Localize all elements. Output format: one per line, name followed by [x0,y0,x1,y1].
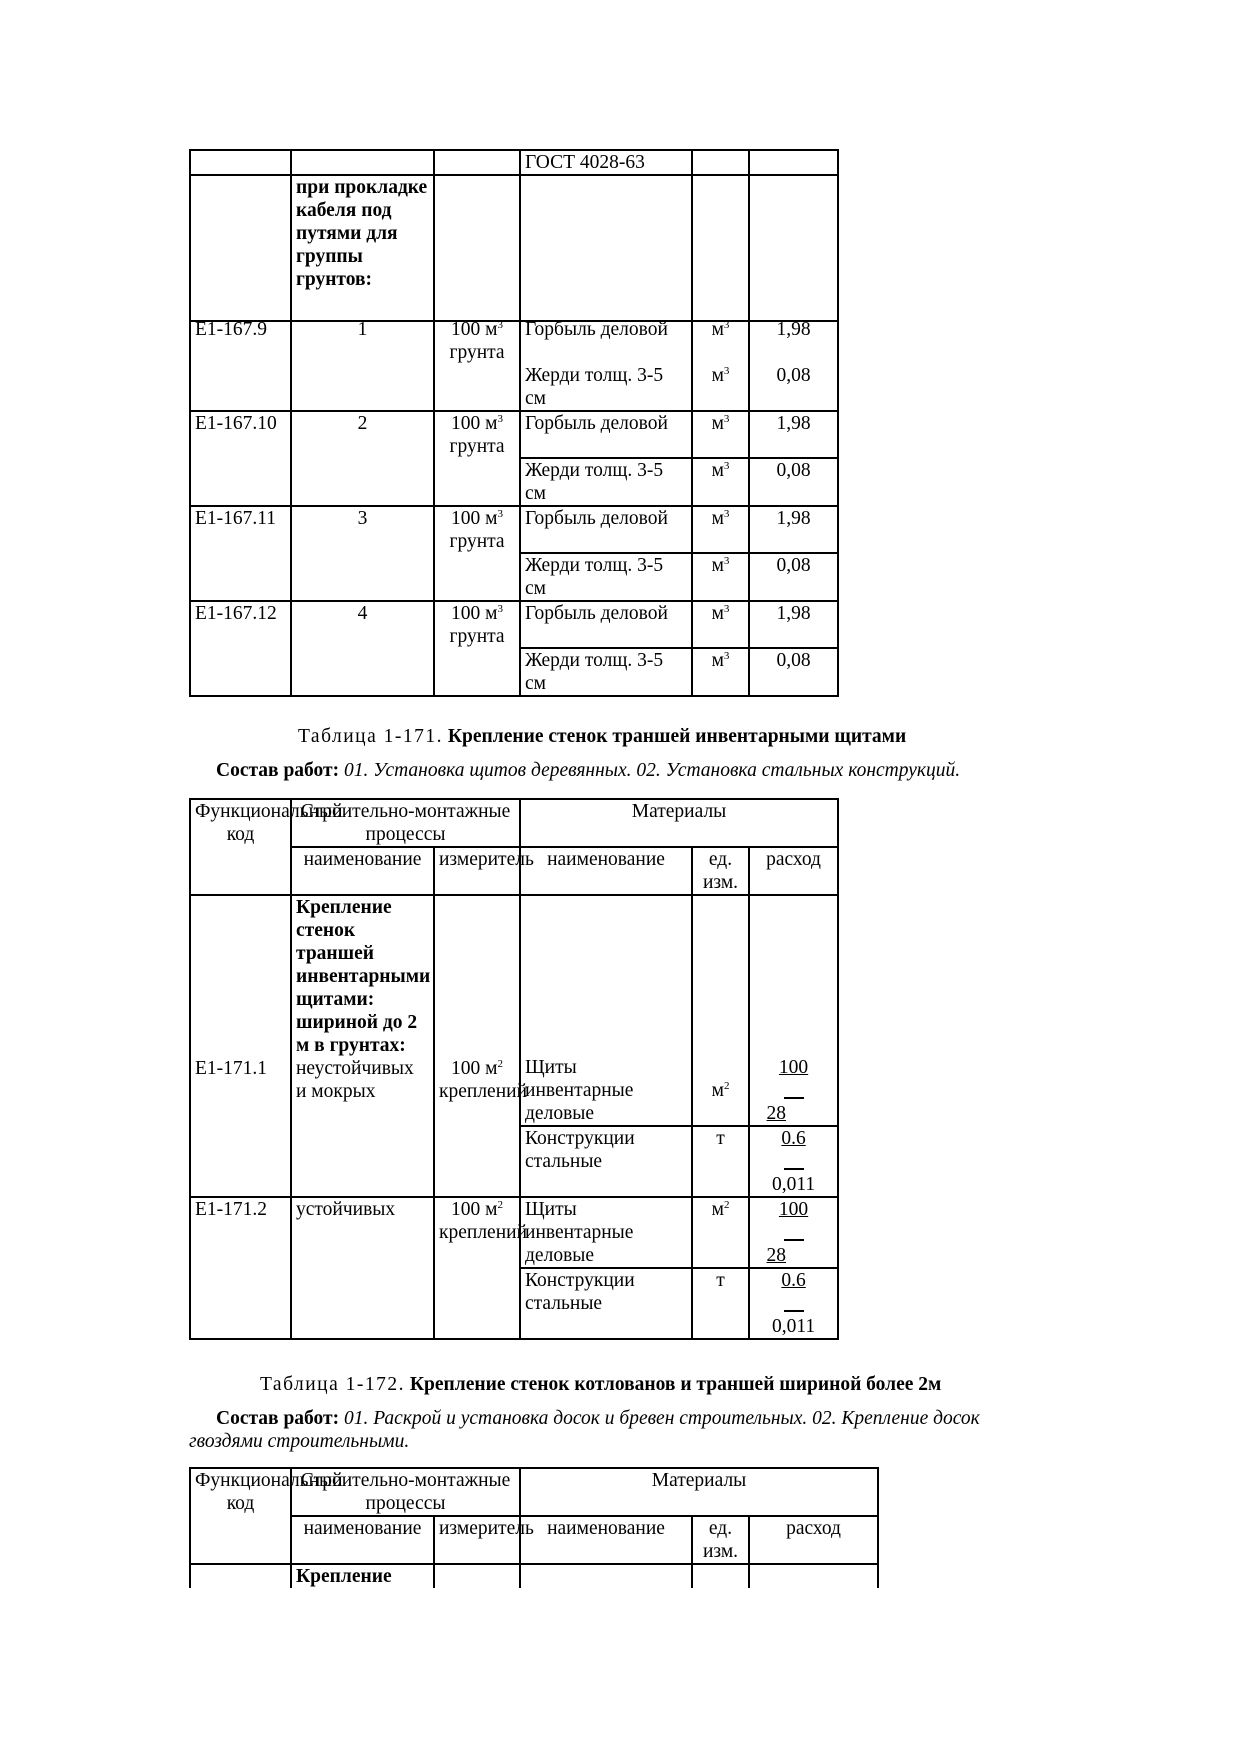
caption-title: Крепление стенок котлованов и траншей шириной более 2м [409,1374,942,1395]
header-processes: Строительно-монтажные процессы [291,799,520,847]
header-materials: Материалы [520,799,838,847]
row-code: Е1-171.2 [190,1197,291,1339]
material-value: 0,08 [749,553,838,601]
table-row [190,318,838,364]
row-unit: 100 $м^3$ грунта [434,318,520,411]
row-unit: 100 $м^3$ грунта [434,506,520,601]
header-mat-name: наименование [520,847,692,895]
header-func-code: Функциональный код [190,1468,291,1564]
row-num: 1 [291,318,434,411]
table-row [190,895,838,1126]
material-value: 1,98 [749,411,838,458]
table-row [190,175,838,321]
material-unit: $м^3$ [692,458,749,506]
table-row [190,506,838,553]
header-mat-name: наименование [520,1516,692,1564]
gost-cell: ГОСТ 4028-63 [520,150,692,175]
header-func-code: Функциональный код [190,799,291,895]
header-unit: ед. изм. [692,847,749,895]
caption-title: Крепление стенок траншей инвентарными щитами [447,726,907,747]
material-unit: $м^3$ [692,553,749,601]
composition-text: 01. Раскрой и установка досок и бревен строительных. 02. Крепление досок гвоздями строительными. [189,1408,980,1452]
header-materials: Материалы [520,1468,878,1516]
material-name: Щиты инвентарные деловые [520,1197,692,1268]
material-unit: $м^2$ [692,895,749,1126]
material-value: 100 28 [749,1197,838,1268]
header-processes: Строительно-монтажные процессы [291,1468,520,1516]
caption-label: Таблица 1-172. [260,1374,406,1395]
material-unit: $м^3$ [692,506,749,553]
header-meter: измеритель [434,847,520,895]
row-code-cell [190,895,291,1197]
row-code: Е1-167.10 [190,411,291,506]
table-171 [189,798,839,1340]
material-value: 1,98 [749,318,838,364]
table-row [190,150,838,175]
table-header-row [190,1516,878,1564]
material-name: Горбыль деловой [520,601,692,648]
table-167-continuation [189,149,839,322]
material-name: Жерди толщ. 3-5 см [520,648,692,696]
material-name: Конструкции стальные [520,1126,692,1197]
material-value: 0,08 [749,648,838,696]
material-unit: т [692,1126,749,1197]
material-name: Горбыль деловой [520,318,692,364]
table-171-composition [189,759,1049,782]
table-172-caption [260,1373,941,1396]
caption-label: Таблица 1-171. [298,726,444,747]
material-value: 1,98 [749,601,838,648]
material-value: 100 28 [749,895,838,1126]
header-name: наименование [291,847,434,895]
group-label: Крепление [291,1564,434,1588]
table-171-caption [298,725,906,748]
row-num: 3 [291,506,434,601]
table-header-row [190,1468,878,1516]
header-consumption: расход [749,847,838,895]
row-code: Е1-167.12 [190,601,291,696]
row-name-cell [291,895,434,1197]
material-unit: $м^3$ [692,648,749,696]
material-unit: т [692,1268,749,1339]
material-name: Жерди толщ. 3-5 см [520,458,692,506]
header-meter: измеритель [434,1516,520,1564]
material-unit: $м^3$ [692,318,749,364]
row-unit: 100 $м^2$ креплений [434,1197,520,1339]
header-unit: ед. изм. [692,1516,749,1564]
material-name: Горбыль деловой [520,411,692,458]
header-name: наименование [291,1516,434,1564]
material-name: Конструкции стальные [520,1268,692,1339]
row-name: неустойчивых и мокрых [296,1058,414,1102]
header-consumption: расход [749,1516,878,1564]
material-unit: $м^3$ [692,601,749,648]
table-row [190,1197,838,1268]
material-value: 0.6 0,011 [749,1126,838,1197]
group-label: при прокладке кабеля под путями для группы грунтов: [291,175,434,321]
row-unit: 100 $м^3$ грунта [434,601,520,696]
table-row [190,1564,878,1588]
row-num: 2 [291,411,434,506]
composition-lead: Состав работ: [216,760,340,781]
material-name: Щиты инвентарные деловые [520,895,692,1126]
group-label: Крепление стенок траншей инвентарными щитами: шириной до 2 м в грунтах: [296,897,431,1056]
table-row [190,601,838,648]
composition-lead: Состав работ: [216,1408,340,1429]
material-unit: $м^2$ [692,1197,749,1268]
row-code: Е1-167.9 [190,318,291,411]
material-name: Жерди толщ. 3-5 см [520,553,692,601]
table-172-composition [189,1407,1049,1453]
table-header-row [190,799,838,847]
row-name: устойчивых [291,1197,434,1339]
composition-text: 01. Установка щитов деревянных. 02. Установка стальных конструкций. [344,760,961,781]
material-name: Горбыль деловой [520,506,692,553]
table-167-rows [189,318,839,697]
row-num: 4 [291,601,434,696]
material-value: 0.6 0,011 [749,1268,838,1339]
material-unit: $м^3$ [692,364,749,411]
material-unit: $м^3$ [692,411,749,458]
material-value: 1,98 [749,506,838,553]
row-code: Е1-171.1 [195,1058,268,1079]
table-172 [189,1467,879,1588]
material-name: Жерди толщ. 3-5 см [520,364,692,411]
row-unit: 100 $м^2$ креплений [434,895,520,1197]
material-value: 0,08 [749,364,838,411]
row-code: Е1-167.11 [190,506,291,601]
row-unit: 100 $м^3$ грунта [434,411,520,506]
table-row [190,411,838,458]
material-value: 0,08 [749,458,838,506]
